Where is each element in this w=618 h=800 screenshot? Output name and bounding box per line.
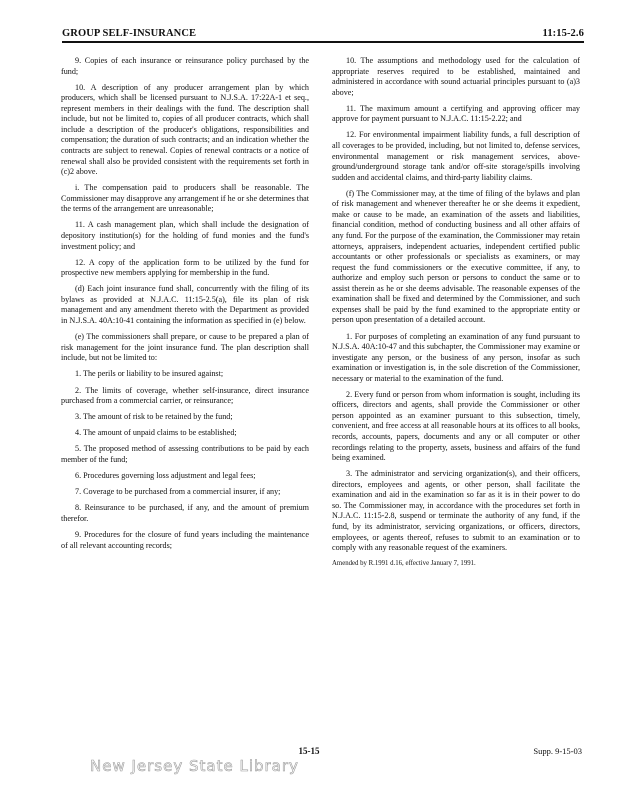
- list-item: 10. The assumptions and methodology used for the calculation of appropriate reserves required to be established, maintained and administered in accordance with sound actuarial principles pursuant to (a)3 above;: [332, 56, 580, 97]
- list-item: 12. For environmental impairment liability funds, a full description of all coverages to be provided, including, but not limited to, defense services, environmental management or risk management services, above-ground/underground storage tank and/or off-site storage/spills involving sudden and accidental claims, and third-party liability claims.: [332, 130, 580, 182]
- list-item: 3. The amount of risk to be retained by the fund;: [75, 412, 233, 422]
- list-item: 4. The amount of unpaid claims to be established;: [75, 428, 237, 438]
- list-item: 5. The proposed method of assessing contributions to be paid by each member of the fund;: [61, 444, 309, 465]
- paragraph: 11. A cash management plan, which shall include the designation of depository institution(s) for the holding of fund monies and the fund's investment policy; and: [61, 220, 309, 251]
- left-column: [61, 56, 309, 557]
- supplement-date: Supp. 9-15-03: [533, 746, 582, 756]
- list-item: 7. Coverage to be purchased from a commercial insurer, if any;: [75, 487, 281, 497]
- list-item: 8. Reinsurance to be purchased, if any, and the amount of premium therefor.: [61, 503, 309, 523]
- paragraph: (e) The commissioners shall prepare, or cause to be prepared a plan of risk management for the joint insurance fund. The plan description shall include, but not be limited to:: [61, 332, 309, 363]
- list-item: 3. The administrator and servicing organization(s), and their officers, directors, employees and agents, or other person, shall facilitate the examination and aid in the examination so far as it is in their power to do so. The Commissioner may, in accordance with the procedures set forth in N.J.A.C. 11:15-2.8, suspend or terminate the authority of any fund, if the fund, by its administrator, servicing organizations, or officers, directors, employees, or agents thereof, refuses to submit to an examination or to comply with any reasonable request of the examiners.: [332, 469, 580, 553]
- amendment-note: Amended by R.1991 d.16, effective January 7, 1991.: [332, 560, 476, 568]
- list-item: 9. Procedures for the closure of fund years including the maintenance of all relevant accounting records;: [61, 530, 309, 550]
- right-column: [332, 56, 580, 574]
- header-section-number: 11:15-2.6: [542, 28, 584, 39]
- list-item: 2. The limits of coverage, whether self-insurance, direct insurance purchased from a commercial carrier, or reinsurance;: [61, 385, 309, 406]
- list-item: 11. The maximum amount a certifying and approving officer may approve for payment pursuant to N.J.A.C. 11:15-2.22; and: [332, 103, 580, 124]
- list-item: 1. For purposes of completing an examination of any fund pursuant to N.J.S.A. 40A:10-47 and this subchapter, the Commissioner may examine or investigate any person, or the business of any person, insofar as such examination or investigation is, in the sole discretion of the Commissioner, necessary or material to the examination of the fund.: [332, 331, 580, 383]
- header-title: GROUP SELF-INSURANCE: [62, 28, 197, 39]
- list-item: 1. The perils or liability to be insured against;: [75, 369, 224, 379]
- paragraph: (d) Each joint insurance fund shall, concurrently with the filing of its bylaws as provided at N.J.A.C. 11:15-2.5(a), file its plan of risk management and any amendment thereto with the Department as provided in N.J.S.A. 40A:10-41 containing the information as specified in (e) below.: [61, 284, 309, 325]
- paragraph: (f) The Commissioner may, at the time of filing of the bylaws and plan of risk management and whenever thereafter he or she deems it expedient, make or cause to be made, an examination of the assets and liabilities, financial condition, method of conducting business and all other affairs of any fund. For the purpose of the examination, the Commissioner may retain attorneys, appraisers, independent actuaries, independent certified public accountants or other professionals or specialists as examiners, or may request the fund commissioners or the executive committee, if any, to authorize and employ such person or persons to conduct the same or to assist therein as he or she deems advisable. The reasonable expenses of the examination shall be fixed and determined by the Commissioner, and such expenses shall be paid by the fund examined to the appropriate entity or person upon presentation of a detailed account.: [332, 188, 580, 325]
- paragraph: 9. Copies of each insurance or reinsurance policy purchased by the fund;: [61, 56, 309, 76]
- list-item: 2. Every fund or person from whom information is sought, including its officers, directors and agents, shall provide the Commissioner or other person appointed as an examiner pursuant to this subsection, timely, convenient, and free access at all reasonable hours at its offices to all books, records, accounts, papers, documents and any or all computer or other recordings relating to the property, assets, business and affairs of the fund being examined.: [332, 389, 580, 463]
- paragraph: i. The compensation paid to producers shall be reasonable. The Commissioner may disapprove any arrangement if he or she determines that the terms of the arrangement are unreasonable;: [61, 183, 309, 214]
- list-item: 6. Procedures governing loss adjustment and legal fees;: [75, 471, 256, 481]
- library-watermark: New Jersey State Library: [90, 757, 299, 775]
- paragraph: 12. A copy of the application form to be utilized by the fund for prospective new members applying for membership in the fund.: [61, 257, 309, 278]
- running-header: [62, 28, 584, 43]
- paragraph: 10. A description of any producer arrangement plan by which producers, which shall be licensed pursuant to N.J.S.A. 17:22A-1 et seq., represent members in their dealings with the fund. The description shall include, but not be limited to, copies of all producer contracts, which shall include a description of the producer's obligations, responsibilities and compensation; the duration of such contracts; and an indication whether the contracts are subject to renewal. Copies of renewal contracts or a notice of renewal shall also be provided consistent with the requirements set forth in (c)2 above.: [61, 82, 309, 177]
- page-number: 15-15: [298, 746, 320, 756]
